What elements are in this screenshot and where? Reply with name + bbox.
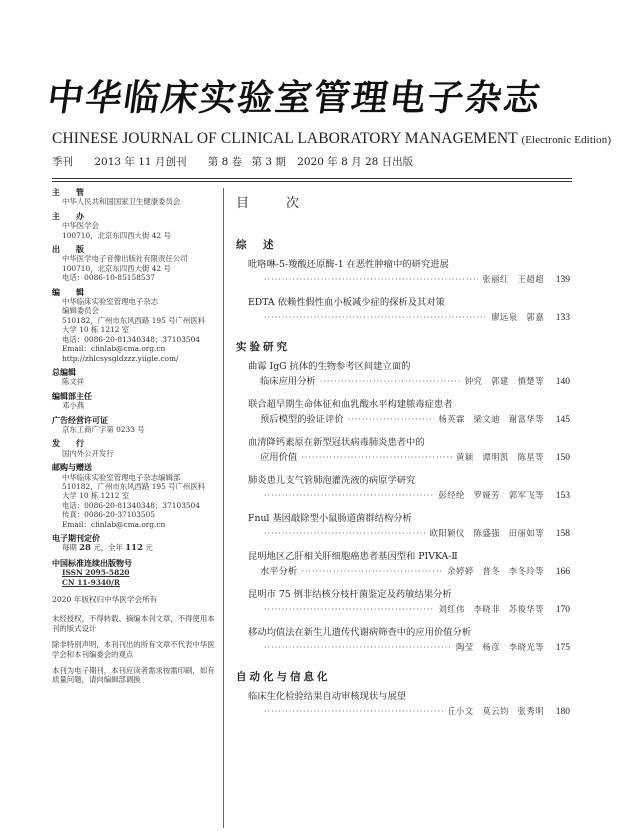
article-detail-line [236, 374, 570, 389]
article-title: 血清降钙素原在新型冠状病毒肺炎患者中的 [248, 437, 425, 448]
cn-number: CN 11-9340/R [62, 577, 120, 587]
article-title: 临床生化检验结果自动审核现状与展望 [248, 691, 407, 702]
toc-entry[interactable] [236, 296, 570, 325]
toc-entry[interactable] [236, 588, 570, 617]
masthead-price [52, 534, 217, 554]
toc-entry[interactable] [236, 258, 570, 287]
year-price: 112 [125, 543, 143, 554]
toc-entry[interactable] [236, 690, 570, 719]
section-entries [236, 258, 570, 325]
toc-section [236, 339, 570, 655]
article-title-continued: 水平分析 [260, 566, 298, 577]
article-page: 153 [555, 491, 570, 501]
article-page: 150 [555, 453, 570, 463]
masthead-subscription [52, 463, 217, 529]
masthead-line: 中华临床实验室管理电子杂志 [62, 297, 159, 307]
masthead-heading: 主 办 [52, 210, 88, 221]
masthead-line: 编辑委员会 [62, 306, 99, 316]
masthead-line: 510182，广州市东风西路 195 号广州医科 [62, 481, 206, 491]
article-page: 180 [555, 707, 570, 717]
article-authors: 杨英霖 梁文迪 谢富华等 [438, 414, 544, 424]
issue-number: 第 3 期 [251, 156, 286, 168]
masthead-line: 100710，北京东四西大街 42 号 [62, 230, 171, 240]
article-authors: 钟究 郭建 慎楚等 [464, 376, 544, 386]
article-detail-line [236, 488, 570, 503]
issue-price: 28 [79, 543, 91, 554]
table-of-contents [236, 188, 570, 728]
masthead-line: 邓小燕 [62, 401, 85, 411]
leader-dots [264, 527, 426, 541]
masthead-heading: 出 版 [52, 244, 88, 255]
article-authors: 余婷婷 普冬 李冬玲等 [447, 566, 544, 576]
masthead-line: 中华临床实验室管理电子杂志编辑部 [62, 472, 181, 482]
article-title: 曲霉 IgG 抗体的生物参考区间建立面的 [248, 361, 411, 372]
article-detail-line [236, 412, 570, 427]
masthead-supervisor [52, 188, 217, 207]
price-prefix: 每期 [62, 543, 80, 553]
toc-entry[interactable] [236, 550, 570, 579]
website-link[interactable]: http://zhlcsysgldzzz.yiigle.com/ [62, 353, 179, 363]
journal-title-english [52, 130, 611, 148]
article-authors: 陶莹 杨彦 李晓光等 [456, 642, 544, 652]
masthead-heading: 发 行 [52, 438, 88, 449]
masthead-heading: 编辑部主任 [52, 390, 92, 401]
masthead-line: 中华医学电子音像出版社有限责任公司 [62, 254, 188, 264]
masthead-line: 电话：0086-20-81340348；37103504 [62, 334, 201, 344]
toc-section [236, 669, 570, 719]
article-page: 139 [555, 275, 570, 285]
toc-entry[interactable] [236, 360, 570, 389]
masthead-line: 510182，广州市东风西路 195 号广州医科 [62, 315, 206, 325]
article-page: 175 [555, 643, 570, 653]
publish-date: 2020 年 8 月 28 日出版 [297, 156, 414, 168]
masthead-heading: 广告经营许可证 [52, 414, 108, 425]
toc-entry[interactable] [236, 626, 570, 655]
frequency: 季刊 [52, 156, 73, 168]
masthead-heading: 邮购与赠送 [52, 462, 92, 473]
article-page: 133 [555, 313, 570, 323]
leader-dots [264, 603, 434, 617]
article-authors: 彭经纶 罗娅芳 郭军飞等 [438, 490, 544, 500]
section-entries [236, 360, 570, 655]
price-suffix: 元 [143, 543, 153, 553]
masthead-heading: 总编辑 [52, 366, 76, 377]
email-link[interactable]: Email：clinlab@cma.org.cn [62, 519, 166, 529]
article-page: 158 [555, 529, 570, 539]
article-title: 昆明市 75 例非结核分枝杆菌鉴定及药敏结果分析 [248, 589, 452, 600]
article-detail-line [236, 704, 570, 719]
toc-entry[interactable] [236, 398, 570, 427]
article-title-continued: 临床应用分析 [260, 376, 316, 387]
masthead-line: 大学 10 栋 1212 室 [62, 325, 130, 335]
masthead-heading: 电子期刊定价 [52, 533, 100, 543]
article-page: 145 [555, 415, 570, 425]
article-title: EDTA 依赖性假性血小板减少症的探析及其对策 [248, 297, 445, 308]
header-rule [52, 178, 572, 179]
article-authors: 丘小文 莫云钧 张秀明 [447, 706, 544, 716]
section-entries [236, 690, 570, 719]
masthead-line: 中华人民共和国国家卫生健康委员会 [62, 197, 181, 207]
article-authors: 张丽红 王超超 [482, 274, 544, 284]
issue-info [52, 154, 431, 169]
article-title-continued: 应用价值 [260, 452, 298, 463]
masthead-heading: 主 管 [52, 187, 88, 197]
article-title: Fnul 基因敲除型小鼠肠道菌群结构分析 [248, 513, 412, 524]
toc-entry[interactable] [236, 474, 570, 503]
masthead-editor-in-chief [52, 368, 217, 387]
email-link[interactable]: Email：clinlab@cma.org.cn [62, 344, 166, 354]
section-heading: 自动化与信息化 [236, 671, 331, 683]
leader-dots [320, 375, 461, 389]
article-detail-line [236, 564, 570, 579]
masthead-editing [52, 288, 217, 363]
article-detail-line [236, 640, 570, 655]
masthead-line: 传真：0086-20-37103505 [62, 510, 155, 520]
article-page: 170 [555, 605, 570, 615]
edition-label: (Electronic Edition) [521, 134, 612, 146]
masthead-heading: 编 辑 [52, 286, 88, 297]
founded-date: 2013 年 11 月创刊 [94, 156, 187, 168]
article-detail-line [236, 602, 570, 617]
leader-dots [301, 565, 443, 579]
section-heading: 综 述 [236, 239, 277, 251]
note-print-on-demand: 本刊为电子期刊，本刊应读者需求按需印刷，如有质量问题，请向编辑部调换 [52, 666, 215, 685]
masthead-column [52, 188, 217, 692]
toc-title: 目 次 [236, 196, 312, 211]
header-rule-thin [52, 181, 572, 182]
masthead-deputy-director [52, 392, 217, 411]
masthead-publisher [52, 245, 217, 283]
leader-dots [264, 273, 478, 287]
article-title-continued: 预后模型的验证评价 [260, 414, 344, 425]
note-reprint: 未经授权，不得转载、摘编本刊文章，不得使用本刊的版式设计 [52, 614, 215, 633]
article-detail-line [236, 450, 570, 465]
journal-title-english-text: CHINESE JOURNAL OF CLINICAL LABORATORY MANAGEMENT [52, 130, 518, 147]
masthead-distribution [52, 439, 217, 458]
leader-dots [348, 413, 435, 427]
article-title: 昆明地区乙肝相关肝细胞癌患者基因型和 PIVKA-Ⅱ [248, 551, 458, 562]
article-title: 吡咯啉-5-羧酸还原酶-1 在恶性肿瘤中的研究进展 [248, 259, 449, 270]
toc-sections [236, 237, 570, 719]
article-title: 肺炎患儿支气管肺泡灌洗液的病原学研究 [248, 475, 416, 486]
article-detail-line [236, 310, 570, 325]
volume: 第 8 卷 [207, 156, 243, 168]
leader-dots [264, 311, 487, 325]
article-detail-line [236, 526, 570, 541]
article-page: 140 [555, 377, 570, 387]
notes-block [52, 614, 217, 684]
leader-dots [301, 451, 452, 465]
toc-entry[interactable] [236, 436, 570, 465]
masthead-line: 国内外公开发行 [62, 448, 114, 458]
article-authors: 刘红伟 李晓非 苏俊华等 [438, 604, 544, 614]
masthead-line: 100710，北京东四西大街 42 号 [62, 263, 171, 273]
masthead-line: 大学 10 栋 1212 室 [62, 491, 130, 501]
journal-title-chinese: 中华临床实验室管理电子杂志 [44, 77, 545, 119]
leader-dots [264, 705, 443, 719]
masthead-line: 中华医学会 [62, 221, 99, 231]
masthead-line: 电话：0086-20-81340348；37103504 [62, 500, 201, 510]
article-detail-line [236, 272, 570, 287]
leader-dots [264, 641, 452, 655]
article-authors: 黄颖 谭明凯 陈星等 [456, 452, 544, 462]
issn-number: ISSN 2095-5820 [62, 568, 130, 578]
masthead-sponsor [52, 212, 217, 240]
price-mid: 元，全年 [90, 543, 126, 553]
toc-entry[interactable] [236, 512, 570, 541]
masthead-line: 电话：0086-10-85158537 [62, 273, 155, 283]
article-title: 联合超早期生命体征和血乳酸水平构建脓毒症患者 [248, 399, 453, 410]
copyright-notice: 2020 年版权归中华医学会所有 [52, 595, 158, 605]
masthead-advert-license [52, 416, 217, 435]
column-divider [223, 188, 224, 828]
article-authors: 欧阳颖仪 陈盛强 田丽如等 [429, 528, 544, 538]
article-authors: 廖远泉 郭嘉 [491, 312, 544, 322]
article-title: 移动均值法在新生儿遗传代谢病筛查中的应用价值分析 [248, 627, 472, 638]
masthead-standard-number [52, 559, 217, 587]
article-page: 166 [555, 567, 570, 577]
leader-dots [264, 489, 434, 503]
toc-section [236, 237, 570, 325]
note-disclaimer: 除非特别声明，本刊刊出的所有文章不代表中华医学会和本刊编委会的观点 [52, 640, 215, 659]
section-heading: 实验研究 [236, 341, 290, 353]
masthead-heading: 中国标准连续出版物号 [52, 557, 132, 568]
masthead-line: 陈文祥 [62, 377, 85, 387]
masthead-line: 京东工商广字第 0233 号 [62, 424, 145, 434]
